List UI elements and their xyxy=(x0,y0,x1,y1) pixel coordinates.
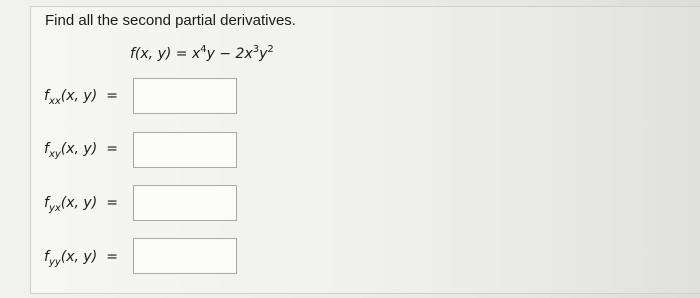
fyy-func: f xyxy=(44,249,49,265)
fyx-answer-input[interactable] xyxy=(133,185,237,221)
function-lhs: f(x, y) = x xyxy=(130,46,201,62)
fyy-args: (x, y) xyxy=(60,249,98,265)
fyx-equals: = xyxy=(106,195,118,211)
fxx-equals: = xyxy=(106,88,118,104)
fxy-func: f xyxy=(44,141,49,157)
fxy-answer-input[interactable] xyxy=(133,132,237,168)
fyy-subscript: yy xyxy=(48,257,61,268)
fxy-args: (x, y) xyxy=(60,141,98,157)
fxy-subscript: xy xyxy=(48,149,61,160)
fyx-subscript: yx xyxy=(48,203,61,214)
fxy-label xyxy=(44,141,118,160)
fxx-subscript: xx xyxy=(48,96,61,107)
fyy-answer-input[interactable] xyxy=(133,238,237,274)
fxx-func: f xyxy=(44,88,49,104)
fyy-label xyxy=(44,249,118,268)
fyx-func: f xyxy=(44,195,49,211)
function-exponent-3: 2 xyxy=(267,44,274,55)
function-mid: y − 2x xyxy=(206,46,253,62)
fxx-label xyxy=(44,88,118,107)
fxx-answer-input[interactable] xyxy=(133,78,237,114)
fxy-equals: = xyxy=(106,141,118,157)
function-exponent-1: 4 xyxy=(200,44,207,55)
fxx-args: (x, y) xyxy=(60,88,98,104)
function-mid2: y xyxy=(259,46,268,62)
function-definition xyxy=(130,46,274,62)
fyx-label xyxy=(44,195,118,214)
fyy-equals: = xyxy=(106,249,118,265)
question-prompt: Find all the second partial derivatives. xyxy=(45,12,296,29)
function-exponent-2: 3 xyxy=(252,44,260,55)
fyx-args: (x, y) xyxy=(60,195,98,211)
